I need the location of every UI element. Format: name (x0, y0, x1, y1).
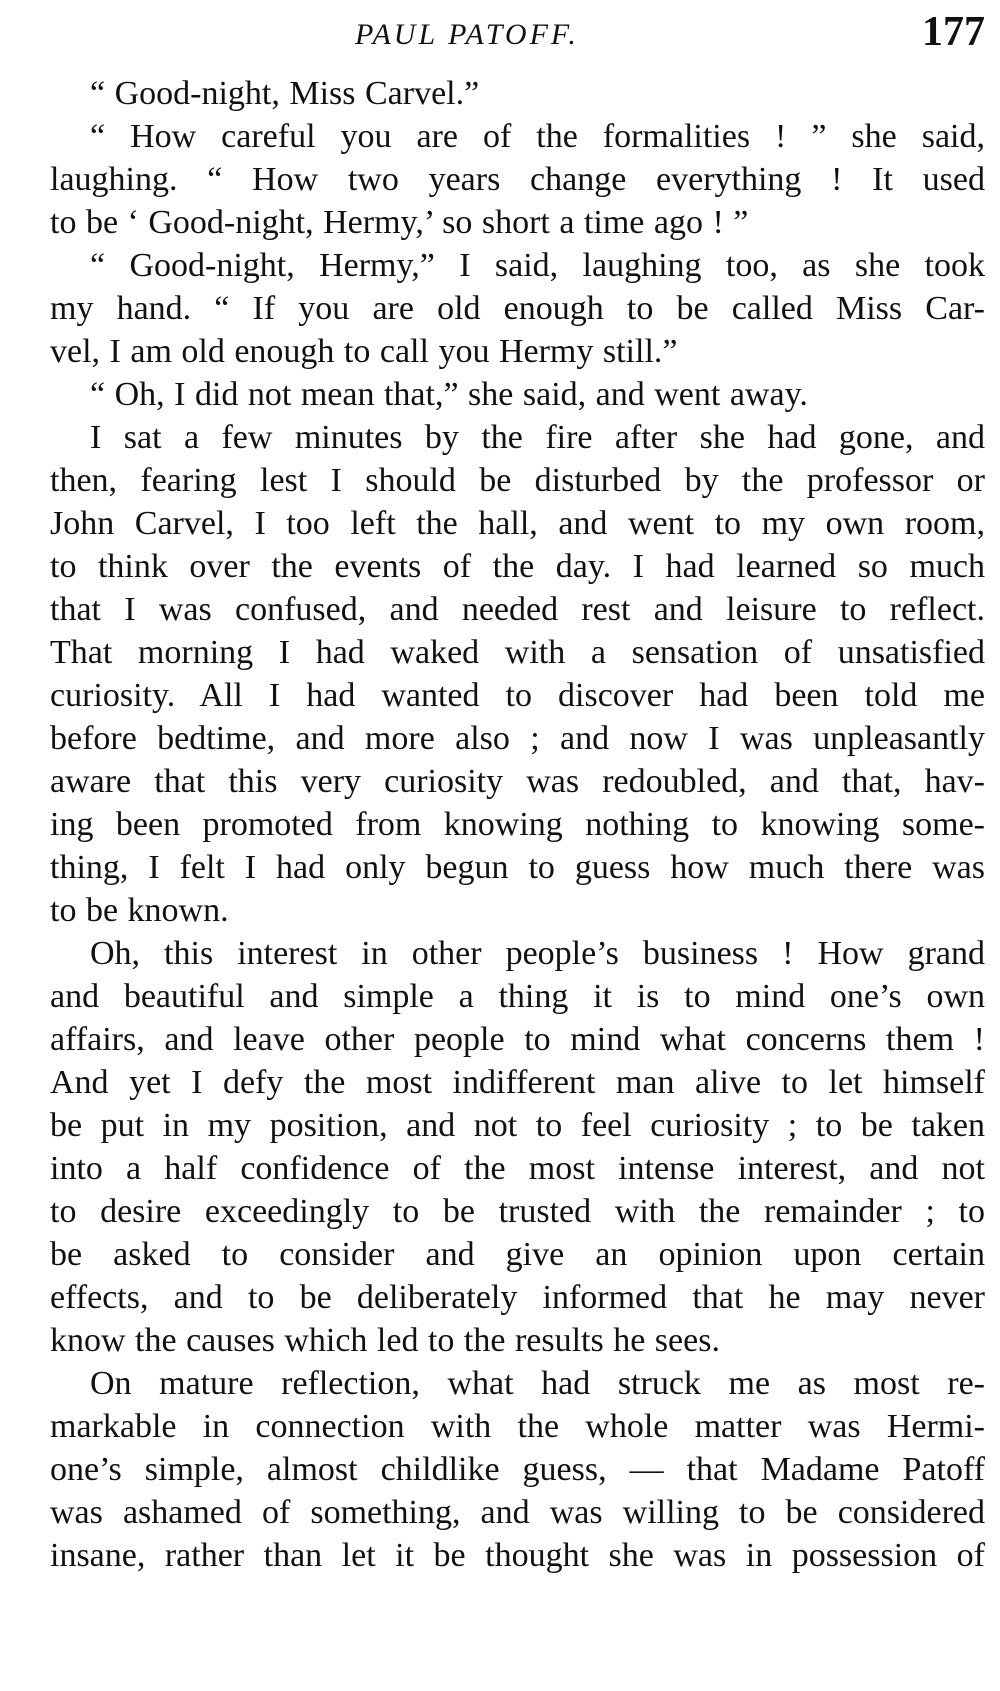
text-line: to be known. (50, 892, 229, 929)
text-line: before bedtime, and more also ; and now I was unpleasantly (50, 720, 985, 757)
text-line: insane, rather than let it be thought she was in possession of (50, 1537, 985, 1574)
text-line: “ Oh, I did not mean that,” she said, and went away. (90, 376, 808, 413)
text-line: John Carvel, I too left the hall, and went to my own room, (50, 505, 985, 542)
text-line: effects, and to be deliberately informed that he may never (50, 1279, 985, 1316)
text-line: then, fearing lest I should be disturbed by the professor or (50, 462, 985, 499)
text-line: was ashamed of something, and was willing to be considered (50, 1494, 985, 1531)
text-line: to desire exceedingly to be trusted with the remainder ; to (50, 1193, 985, 1230)
paragraph (10, 1362, 985, 1577)
text-line: be put in my position, and not to feel curiosity ; to be taken (50, 1107, 985, 1144)
text-line: That morning I had waked with a sensation of unsatisfied (50, 634, 985, 671)
text-line: aware that this very curiosity was redoubled, and that, hav- (50, 763, 985, 800)
paragraph (10, 932, 985, 1362)
text-line: vel, I am old enough to call you Hermy still.” (50, 333, 678, 370)
page-number: 177 (922, 9, 985, 55)
running-title: PAUL PATOFF. (355, 18, 579, 51)
text-line: know the causes which led to the results he sees. (50, 1322, 720, 1359)
body-text (10, 72, 985, 1577)
text-line: On mature reflection, what had struck me as most re- (90, 1365, 985, 1402)
text-line: affairs, and leave other people to mind what concerns them ! (50, 1021, 985, 1058)
paragraph (10, 115, 985, 244)
text-line: to be ‘ Good-night, Hermy,’ so short a time ago ! ” (50, 204, 749, 241)
paragraph (10, 244, 985, 373)
text-line: into a half confidence of the most intense interest, and not (50, 1150, 985, 1187)
text-line: my hand. “ If you are old enough to be called Miss Car- (50, 290, 985, 327)
paragraph (10, 373, 985, 416)
text-line: “ Good-night, Miss Carvel.” (90, 75, 480, 112)
text-line: And yet I defy the most indifferent man alive to let himself (50, 1064, 985, 1101)
text-line: and beautiful and simple a thing it is to mind one’s own (50, 978, 985, 1015)
text-line: curiosity. All I had wanted to discover had been told me (50, 677, 985, 714)
running-head (0, 8, 985, 58)
text-line: be asked to consider and give an opinion upon certain (50, 1236, 985, 1273)
text-line: Oh, this interest in other people’s business ! How grand (90, 935, 985, 972)
text-line: “ How careful you are of the formalities ! ” she said, (90, 118, 985, 155)
text-line: to think over the events of the day. I had learned so much (50, 548, 985, 585)
text-line: “ Good-night, Hermy,” I said, laughing too, as she took (90, 247, 985, 284)
text-line: markable in connection with the whole matter was Hermi- (50, 1408, 985, 1445)
paragraph (10, 72, 985, 115)
text-line: that I was confused, and needed rest and leisure to reflect. (50, 591, 985, 628)
text-line: one’s simple, almost childlike guess, — that Madame Patoff (50, 1451, 985, 1488)
text-line: laughing. “ How two years change everything ! It used (50, 161, 985, 198)
text-line: ing been promoted from knowing nothing to knowing some- (50, 806, 985, 843)
text-line: I sat a few minutes by the fire after she had gone, and (90, 419, 985, 456)
paragraph (10, 416, 985, 932)
text-line: thing, I felt I had only begun to guess how much there was (50, 849, 985, 886)
